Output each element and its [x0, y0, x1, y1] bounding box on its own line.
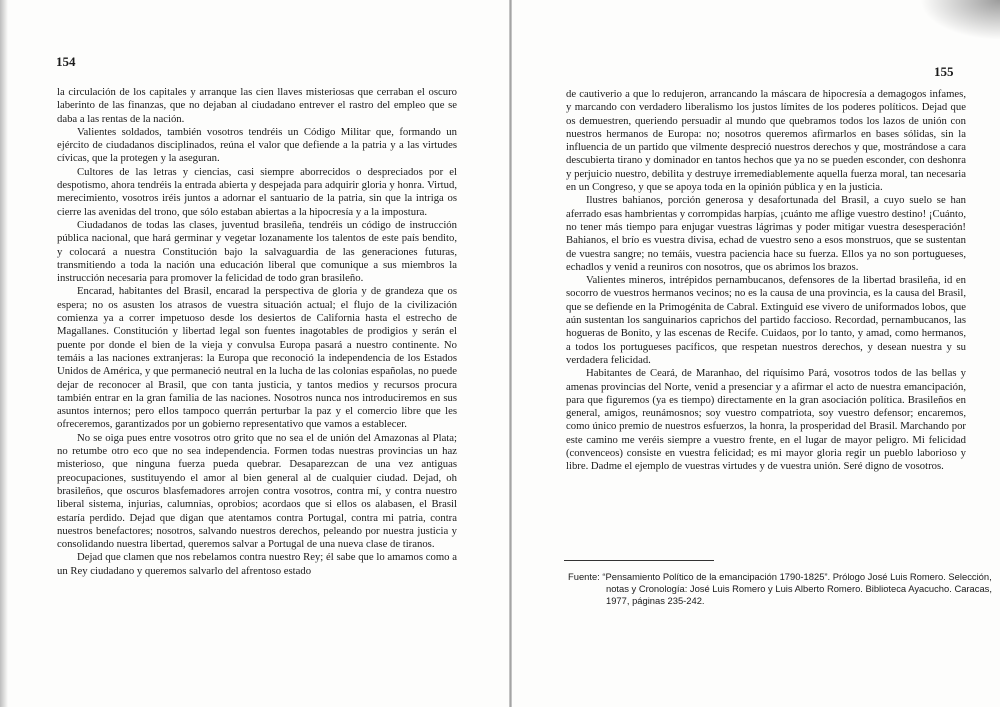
- paragraph: Ciudadanos de todas las clases, juventud brasileña, tendréis un código de instrucción pública nacional, que hará germinar y vegetar lozanamente los talentos de este país bendito, y colocará a nuestra Constitución bajo la salvaguardia de las generaciones futuras, transmitiendo a toda la nación una educación liberal que comunique a sus miembros la instrucción necesaria para promover la felicidad de todo gran brasileño.: [57, 218, 457, 285]
- paragraph: Habitantes de Ceará, de Maranhao, del riquísimo Pará, vosotros todos de las bellas y amenas provincias del Norte, venid a presenciar y a afirmar el acto de nuestra emancipación, para que figuremos (ya es tiempo) directamente en la gran asociación política. Brasileños en general, amigos, reunámosnos; soy vuestro compatriota, soy vuestro defensor; encaremos, como único premio de nuestros esfuerzos, la honra, la prosperidad del Brasil. Marchando por este camino me veréis siempre a vuestro frente, en el lugar de mayor peligro. Mi felicidad (convenceos) consiste en vuestra felicidad; es mi mayor gloria regir un pueblo laborioso y libre. Dadme el ejemplo de vuestras virtudes y de vuestra unión. Seré digno de vosotros.: [566, 367, 966, 473]
- paragraph: Ilustres bahianos, porción generosa y desafortunada del Brasil, a cuyo suelo se han aferrado esas hambrientas y corrompidas harpías, ¡cuánto me aflige vuestro destino! ¡Cuánto, no tener más tiempo para enjugar vuestras lágrimas y poder mitigar vuestra desesperación! Bahianos, el brío es vuestra divisa, echad de vuestro seno a esos monstruos, que se sustentan de vuestra sangre; no temáis, vuestra paciencia hace su fuerza. Ellos ya no son portugueses, echadlos y venid a reuniros con nosotros, que os abrimos los brazos.: [566, 194, 966, 273]
- left-page-text: [57, 86, 457, 578]
- source-note: Fuente: “Pensamiento Político de la emancipación 1790-1825”. Prólogo José Luis Romero. Selección, notas y Cronología: José Luis Romero y Luis Alberto Romero. Biblioteca Ayacucho. Caracas, 1977, páginas 235-242.: [568, 571, 992, 606]
- page-edge-shadow: [0, 0, 8, 707]
- corner-shadow: [920, 0, 1000, 40]
- paragraph: la circulación de los capitales y arranque las cien llaves misteriosas que cerraban el oscuro laberinto de las finanzas, que no dejaban al ciudadano entrever el rastro del empleo que se daba a las rentas de la nación.: [57, 86, 457, 125]
- paragraph: Encarad, habitantes del Brasil, encarad la perspectiva de gloria y de grandeza que os espera; no os asusten los atrasos de vuestra situación actual; el flujo de la civilización comienza ya a correr impetuoso desde los desiertos de California hasta el estrecho de Magallanes. Constitución y libertad legal son fuentes inagotables de prodigios y serán el puente por donde el bien de la vieja y convulsa Europa pasará a nuestro continente. No temáis a las naciones extranjeras: la Europa que reconoció la independencia de los Estados Unidos de América, y que permaneció neutral en la lucha de las colonias españolas, no puede dejar de reconocer al Brasil, que con tanta justicia, y tantos medios y recursos procura también entrar en la gran familia de las naciones. Nosotros nunca nos introduciremos en sus asuntos internos; pero ellos tampoco querrán perturbar la paz y el comercio libre que les ofreceremos, garantizados por un gobierno representativo que vamos a establecer.: [57, 285, 457, 431]
- paragraph: No se oiga pues entre vosotros otro grito que no sea el de unión del Amazonas al Plata; no retumbe otro eco que no sea independencia. Formen todas nuestras provincias un haz misterioso, que ninguna fuerza pueda quebrar. Desaparezcan de una vez antiguas preocupaciones, sustituyendo el amor al bien general al de cualquier ciudad. Dejad, oh brasileños, que oscuros blasfemadores arrojen contra vosotros, contra mí, y contra nuestro liberal sistema, injurias, calumnias, oprobios; acordaos que si ellos os alabasen, el Brasil estaría perdido. Dejad que digan que atentamos contra Portugal, contra mi patria, contra nuestros benefactores; nosotros, salvando nuestros derechos, peleando por nuestra justicia y consolidando nuestra libertad, queremos salvar a Portugal de una nueva clase de tiranos.: [57, 431, 457, 551]
- footnote-divider: [564, 560, 714, 561]
- right-page-text: [566, 88, 966, 474]
- paragraph: Valientes mineros, intrépidos pernambucanos, defensores de la libertad brasileña, id en socorro de vuestros hermanos vecinos; no es la causa de una provincia, es la causa del Brasil, que se defiende en la Primogénita de Cabral. Extinguid ese vivero de uniformados lobos, que aún sustentan los sanguinarios caprichos del partido faccioso. Recordad, pernambucanos, las hogueras de Bonito, y las escenas de Recife. Cuidaos, por lo tanto, y amad, como hermanos, a todos los portugueses pacíficos, que respetan nuestros derechos, y desean nuestra y su verdadera felicidad.: [566, 274, 966, 366]
- paragraph: Dejad que clamen que nos rebelamos contra nuestro Rey; él sabe que lo amamos como a un Rey ciudadano y queremos salvarlo del afrentoso estado: [57, 551, 457, 577]
- page-number: 154: [56, 54, 76, 69]
- paragraph: Valientes soldados, también vosotros tendréis un Código Militar que, formando un ejército de ciudadanos disciplinados, reúna el valor que defiende a la patria y a las virtudes cívicas, que la protegen y la aseguran.: [57, 125, 457, 165]
- paragraph: Cultores de las letras y ciencias, casi siempre aborrecidos o despreciados por el despotismo, ahora tendréis la entrada abierta y despejada para adquirir gloria y honra. Virtud, merecimiento, vosotros iréis juntos a adornar el santuario de la patria, sin que la intriga os cierre las avenidas del trono, que sólo estaban abiertas a la hipocresía y a la impostura.: [57, 165, 457, 218]
- page-number: 155: [934, 64, 954, 79]
- paragraph: de cautiverio a que lo redujeron, arrancando la máscara de hipocresía a demagogos infames, y marcando con verdadero liberalismo los justos límites de los poderes políticos. Dejad que os demuestren, queriendo persuadir al mundo que quebramos todos los lazos de unión con nuestros hermanos de Europa: no; nosotros queremos afirmarlos en bases sólidas, sin la influencia de un partido que vilmente despreció nuestros derechos y que, mostrándose a cara descubierta tirano y dominador en tantos hechos que ya no se pueden esconder, con deshonra y perjuicio nuestro, debilita y destruye irremediablemente aquella fuerza moral, tan necesaria en un Congreso, y que se apoya toda en la opinión pública y en la justicia.: [566, 88, 966, 194]
- book-gutter: [509, 0, 512, 707]
